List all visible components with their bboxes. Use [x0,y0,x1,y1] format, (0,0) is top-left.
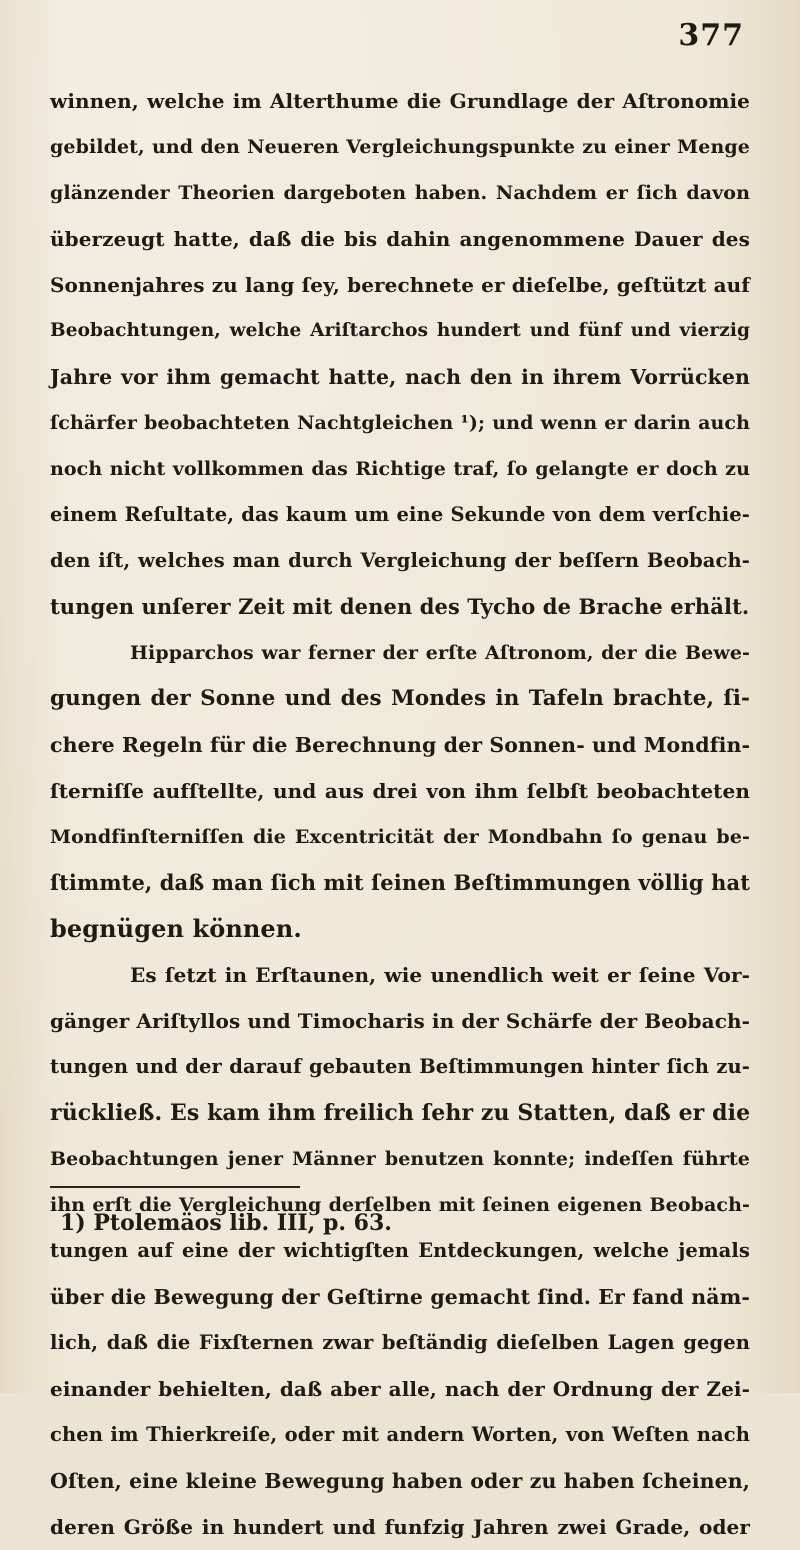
text-line: Oſten, eine kleine Bewegung haben oder zu haben ſcheinen, [50,1469,750,1493]
text-line: chen im Thierkreiſe, oder mit andern Worten, von Weſten nach [50,1423,750,1446]
text-line: Sonnenjahres zu lang ſey, berechnete er dieſelbe, geſtützt auf [50,273,750,297]
text-line: noch nicht vollkommen das Richtige traf, ſo gelangte er doch zu [50,458,750,480]
text-line: einander behielten, daß aber alle, nach der Ordnung der Zei- [50,1377,750,1401]
text-line: einem Reſultate, das kaum um eine Sekunde von dem verſchie- [50,503,750,526]
text-line: über die Bewegung der Geſtirne gemacht ſind. Er fand näm- [50,1285,750,1309]
text-line: Jahre vor ihm gemacht hatte, nach den in ihrem Vorrücken [50,365,750,389]
text-line: gebildet, und den Neueren Vergleichungspunkte zu einer Menge [50,136,750,158]
text-line: überzeugt hatte, daß die bis dahin angenommene Dauer des [50,227,750,251]
text-line: ſchärfer beobachteten Nachtgleichen ¹); und wenn er darin auch [50,412,750,434]
text-line: tungen auf eine der wichtigſten Entdeckungen, welche jemals [50,1239,750,1262]
text-line: glänzender Theorien dargeboten haben. Nachdem er ſich davon [50,182,750,204]
text-line: gänger Ariſtyllos und Timocharis in der Schärfe der Beobach- [50,1009,751,1033]
text-line: lich, daß die Fixſternen zwar beſtändig dieſelben Lagen gegen [50,1331,750,1354]
text-line: Mondfinſterniſſen die Excentricität der Mondbahn ſo genau be- [50,826,750,848]
text-line: tungen unſerer Zeit mit denen des Tycho de Brache erhält. [50,594,750,619]
text-line: tungen und der darauf gebauten Beſtimmungen hinter ſich zu- [50,1055,750,1078]
text-line: ſtimmte, daß man ſich mit ſeinen Beſtimmungen völlig hat [50,870,750,895]
text-line: rückließ. Es kam ihm freilich ſehr zu Statten, daß er die [50,1100,751,1126]
text-line: winnen, welche im Alterthume die Grundlage der Aſtronomie [50,89,750,113]
paragraph-start-line: Es ſetzt in Erſtaunen, wie unendlich weit er ſeine Vor- [130,963,750,987]
text-line: Beobachtungen, welche Ariſtarchos hundert und fünf und vierzig [50,320,750,341]
text-line: deren Größe in hundert und funfzig Jahren zwei Grade, oder [50,1515,750,1539]
footnote-divider [50,1186,300,1188]
paragraph-start-line: Hipparchos war ferner der erſte Aſtronom, der die Bewe- [130,642,750,664]
text-line: Beobachtungen jener Männer benutzen konnte; indeſſen führte [50,1148,750,1170]
text-line: ſterniſſe aufſtellte, und aus drei von ihm ſelbſt beobachteten [50,779,750,803]
text-line: chere Regeln für die Berechnung der Sonnen- und Mondfin- [50,733,751,757]
page-number: 377 [678,18,744,53]
footnote: 1) Ptolemäos lib. III, p. 63. [60,1210,392,1236]
body-text [50,78,750,1550]
text-line: ihn erſt die Vergleichung derſelben mit ſeinen eigenen Beobach- [50,1194,750,1216]
text-line: gungen der Sonne und des Mondes in Tafeln brachte, ſi- [50,686,750,711]
text-line: begnügen können. [50,914,302,943]
text-line: den iſt, welches man durch Vergleichung der beſſern Beobach- [50,549,750,572]
